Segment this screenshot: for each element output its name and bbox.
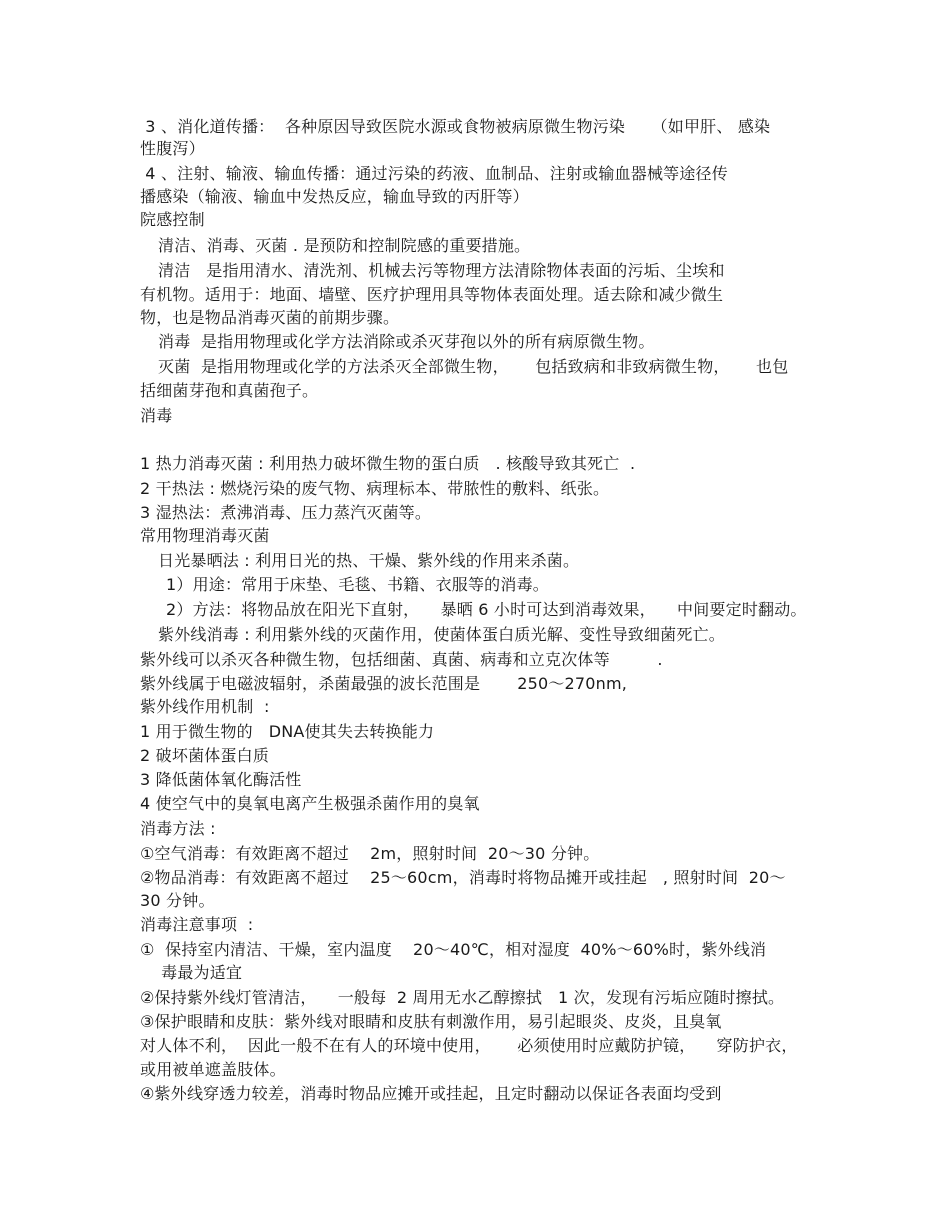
text-line: ①空气消毒：有效距离不超过 2m，照射时间 20～30 分钟。: [140, 844, 600, 863]
text-line: ④紫外线穿透力较差，消毒时物品应摊开或挂起，且定时翻动以保证各表面均受到: [140, 1084, 722, 1103]
section-heading: 消毒: [140, 406, 173, 425]
text-line: 播感染（输液、输血中发热反应，输血导致的丙肝等）: [140, 187, 529, 206]
text-line: 日光暴晒法 : 利用日光的热、干燥、紫外线的作用来杀菌。: [158, 551, 580, 570]
text-line: 1 用于微生物的 DNA使其失去转换能力: [140, 722, 435, 741]
text-line: 紫外线属于电磁波辐射，杀菌最强的波长范围是 250～270nm,: [140, 674, 628, 693]
text-line: 灭菌 是指用物理或化学的方法杀灭全部微生物， 包括致病和非致病微生物， 也包: [158, 357, 789, 376]
text-line: 3 降低菌体氧化酶活性: [140, 770, 302, 789]
section-heading: 消毒注意事项 :: [140, 915, 254, 934]
text-line: ③保护眼睛和皮肤：紫外线对眼睛和皮肤有刺激作用，易引起眼炎、皮炎，且臭氧: [140, 1012, 722, 1031]
text-line: 30 分钟。: [140, 891, 215, 910]
text-line: 3 、消化道传播： 各种原因导致医院水源或食物被病原微生物污染 （如甲肝、 感染: [140, 117, 771, 136]
text-line: 紫外线消毒 : 利用紫外线的灭菌作用，使菌体蛋白质光解、变性导致细菌死亡。: [158, 625, 725, 644]
text-line: ②物品消毒：有效距离不超过 25～60cm，消毒时将物品摊开或挂起 , 照射时间 20～: [140, 868, 786, 887]
text-line: 性腹泻）: [140, 139, 205, 158]
section-heading: 消毒方法 :: [140, 819, 216, 838]
text-line: 2）方法：将物品放在阳光下直射， 暴晒 6 小时可达到消毒效果， 中间要定时翻动。: [166, 600, 807, 619]
text-line: 清洁、消毒、灭菌 . 是预防和控制院感的重要措施。: [158, 236, 531, 255]
text-line: 毒最为适宜: [140, 963, 243, 982]
text-line: ① 保持室内清洁、干燥，室内温度 20～40℃，相对湿度 40%～60%时，紫外线消: [140, 940, 767, 959]
text-line: 括细菌芽孢和真菌孢子。: [140, 381, 319, 400]
text-line: 物，也是物品消毒灭菌的前期步骤。: [140, 308, 400, 327]
section-heading: 紫外线作用机制 :: [140, 697, 270, 716]
text-line: 清洁 是指用清水、清洗剂、机械去污等物理方法清除物体表面的污垢、尘埃和: [158, 261, 725, 280]
text-line: 2 破坏菌体蛋白质: [140, 746, 270, 765]
text-line: 4 、注射、输液、输血传播：通过污染的药液、血制品、注射或输血器械等途径传: [140, 164, 728, 183]
text-line: 2 干热法 : 燃烧污染的废气物、病理标本、带脓性的敷料、纸张。: [140, 479, 610, 498]
text-line: ②保持紫外线灯管清洁， 一般每 2 周用无水乙醇擦拭 1 次，发现有污垢应随时擦拭。: [140, 988, 785, 1007]
text-line: 或用被单遮盖肢体。: [140, 1060, 286, 1079]
text-line: 3 湿热法：煮沸消毒、压力蒸汽灭菌等。: [140, 503, 432, 522]
section-heading: 院感控制: [140, 210, 205, 229]
section-heading: 常用物理消毒灭菌: [140, 526, 270, 545]
text-line: 消毒 是指用物理或化学方法消除或杀灭芽孢以外的所有病原微生物。: [158, 332, 655, 351]
text-line: 1）用途：常用于床垫、毛毯、书籍、衣服等的消毒。: [166, 575, 549, 594]
text-line: 4 使空气中的臭氧电离产生极强杀菌作用的臭氧: [140, 794, 480, 813]
text-line: 紫外线可以杀灭各种微生物，包括细菌、真菌、病毒和立克次体等 .: [140, 650, 663, 669]
text-line: 有机物。适用于：地面、墙壁、医疗护理用具等物体表面处理。适去除和减少微生: [140, 285, 724, 304]
text-line: 对人体不利， 因此一般不在有人的环境中使用， 必须使用时应戴防护镜， 穿防护衣，: [140, 1036, 798, 1055]
text-line: 1 热力消毒灭菌 : 利用热力破坏微生物的蛋白质 . 核酸导致其死亡 .: [140, 454, 636, 473]
